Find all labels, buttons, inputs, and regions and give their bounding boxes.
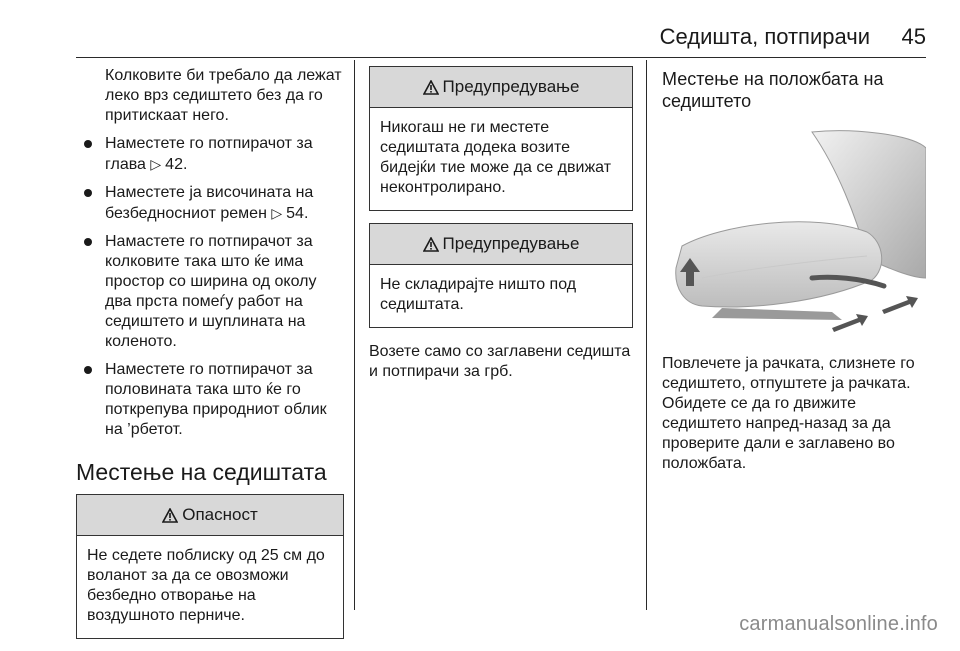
list-item [76,360,344,440]
warning-box-title: Предупредување [442,77,580,96]
subsection-title: Местење на положбата на седиштето [662,69,884,111]
warning-box-text: Никогаш не ги местете седиштата додека возите бидејќи тие може да се движат неконтролирано. [380,119,612,196]
page-title: Седишта, потпирачи [659,24,870,49]
bullet-icon [84,366,92,374]
list-item [76,183,344,224]
danger-box-header [77,495,343,536]
page-number: 45 [901,24,926,49]
warning-box [369,66,633,211]
body-paragraph: Повлечете ја рачката, слизнете го седиштето, отпуштете ја рачката. Обидете се да го движите седиштето напред-назад за да проверите дали е заглавено во положбата. [662,355,915,472]
watermark: carmanualsonline.info [739,613,938,635]
section-title: Местење на седиштата [76,459,327,485]
warning-box [369,223,633,328]
column-middle [369,66,633,382]
body-paragraph: Возете само со заглавени седишта и потпирачи за грб. [369,343,631,380]
list-item-text: Наместете го потпирачот за глава [105,135,313,173]
danger-box-title: Опасност [182,505,258,524]
warning-box-header [370,224,632,265]
bullet-icon [84,238,92,246]
danger-box [76,494,344,639]
warning-triangle-icon [423,237,439,252]
page-reference[interactable]: 42. [165,156,188,173]
warning-triangle-icon [423,80,439,95]
danger-box-text: Не седете поблиску од 25 см до воланот за да се овозможи безбедно отворање на воздушното перниче. [87,547,325,624]
column-divider [354,60,355,610]
column-right [662,66,928,474]
page-header [76,0,926,58]
warning-box-text: Не складирајте ништо под седиштата. [380,276,577,313]
bullet-icon [84,140,92,148]
warning-triangle-icon [162,508,178,523]
list-item-text: Намастете го потпирачот за колковите така што ќе има простор со ширина од околу два прста помеѓу работ на седиштето и шуплината на коленото. [105,233,317,350]
bullet-list [76,134,344,440]
page-reference-arrow-icon: ▷ [150,156,162,172]
warning-box-title: Предупредување [442,234,580,253]
column-left [76,66,344,651]
warning-box-header [370,67,632,108]
column-divider [646,60,647,610]
seat-adjust-illustration-icon [662,128,926,338]
bullet-icon [84,189,92,197]
page-reference[interactable]: 54. [286,205,309,222]
list-item-text: Наместете ја височината на безбедносниот ремен [105,184,314,222]
list-item [76,232,344,352]
page-reference-arrow-icon: ▷ [271,205,283,221]
intro-paragraph: Колковите би требало да лежат леко врз седиштето без да го притискаат него. [105,67,342,124]
list-item-text: Наместете го потпирачот за половината така што ќе го поткрепува природниот облик на ’рбетот. [105,361,327,438]
list-item [76,134,344,175]
